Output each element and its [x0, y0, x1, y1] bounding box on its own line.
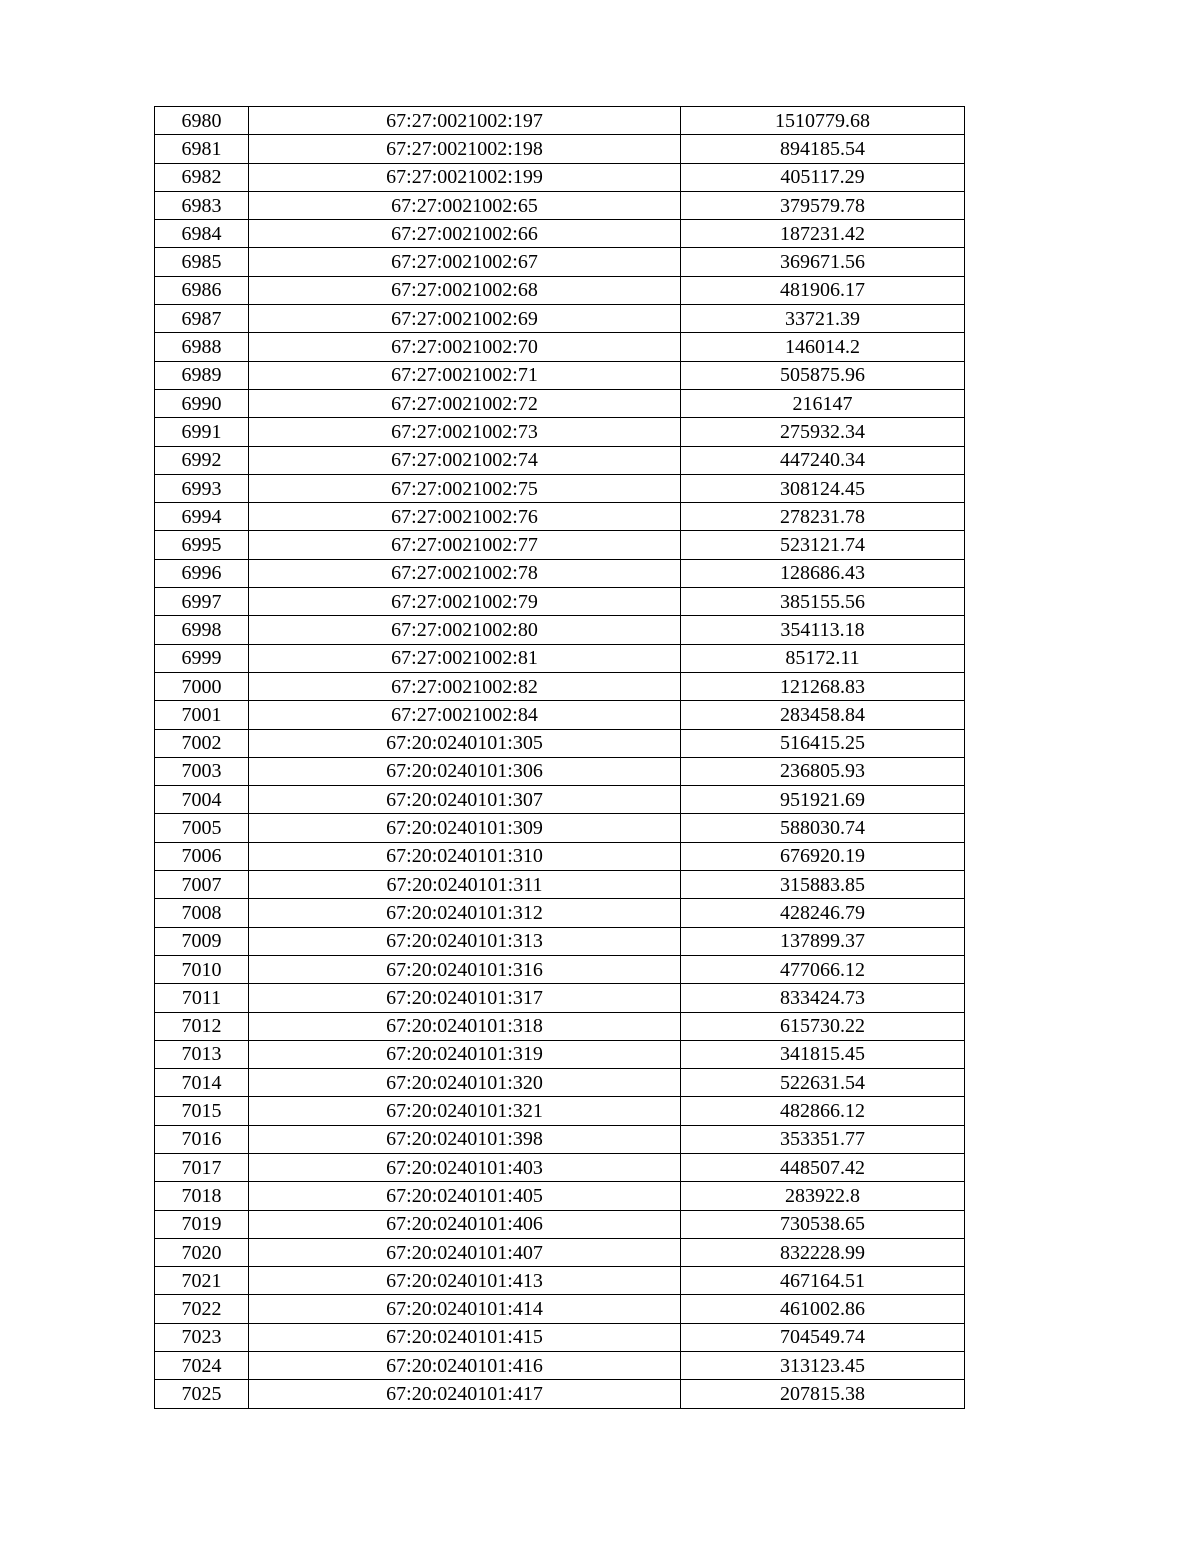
cadastral-number-cell: 67:20:0240101:317: [249, 984, 681, 1012]
cadastral-number-cell: 67:27:0021002:77: [249, 531, 681, 559]
value-cell: 730538.65: [681, 1210, 965, 1238]
cadastral-value-table: [154, 106, 965, 1409]
table-row: [155, 220, 965, 248]
table-row: [155, 1125, 965, 1153]
table-row: [155, 786, 965, 814]
table-row: [155, 1295, 965, 1323]
cadastral-number-cell: 67:20:0240101:305: [249, 729, 681, 757]
row-number-cell: 6999: [155, 644, 249, 672]
value-cell: 467164.51: [681, 1267, 965, 1295]
cadastral-number-cell: 67:27:0021002:66: [249, 220, 681, 248]
value-cell: 523121.74: [681, 531, 965, 559]
row-number-cell: 6993: [155, 474, 249, 502]
row-number-cell: 7014: [155, 1069, 249, 1097]
table-row: [155, 1323, 965, 1351]
table-row: [155, 107, 965, 135]
row-number-cell: 7009: [155, 927, 249, 955]
cadastral-number-cell: 67:27:0021002:75: [249, 474, 681, 502]
cadastral-number-cell: 67:27:0021002:80: [249, 616, 681, 644]
value-cell: 615730.22: [681, 1012, 965, 1040]
row-number-cell: 7007: [155, 871, 249, 899]
value-cell: 385155.56: [681, 588, 965, 616]
value-cell: 278231.78: [681, 503, 965, 531]
row-number-cell: 7017: [155, 1153, 249, 1181]
table-row: [155, 955, 965, 983]
value-cell: 481906.17: [681, 276, 965, 304]
table-row: [155, 1380, 965, 1408]
cadastral-number-cell: 67:20:0240101:413: [249, 1267, 681, 1295]
table-row: [155, 1012, 965, 1040]
row-number-cell: 7024: [155, 1352, 249, 1380]
table-row: [155, 1040, 965, 1068]
table-row: [155, 899, 965, 927]
table-row: [155, 1182, 965, 1210]
cadastral-number-cell: 67:20:0240101:414: [249, 1295, 681, 1323]
value-cell: 308124.45: [681, 474, 965, 502]
table-row: [155, 927, 965, 955]
cadastral-number-cell: 67:20:0240101:417: [249, 1380, 681, 1408]
row-number-cell: 6982: [155, 163, 249, 191]
table-row: [155, 871, 965, 899]
value-cell: 676920.19: [681, 842, 965, 870]
cadastral-number-cell: 67:20:0240101:313: [249, 927, 681, 955]
table-row: [155, 616, 965, 644]
row-number-cell: 6985: [155, 248, 249, 276]
table-row: [155, 446, 965, 474]
row-number-cell: 7010: [155, 955, 249, 983]
cadastral-number-cell: 67:27:0021002:71: [249, 361, 681, 389]
row-number-cell: 6991: [155, 418, 249, 446]
row-number-cell: 7002: [155, 729, 249, 757]
table-row: [155, 191, 965, 219]
cadastral-number-cell: 67:27:0021002:65: [249, 191, 681, 219]
value-cell: 894185.54: [681, 135, 965, 163]
value-cell: 588030.74: [681, 814, 965, 842]
value-cell: 33721.39: [681, 305, 965, 333]
table-body: [155, 107, 965, 1409]
table-row: [155, 1069, 965, 1097]
table-row: [155, 672, 965, 700]
cadastral-number-cell: 67:20:0240101:310: [249, 842, 681, 870]
cadastral-number-cell: 67:20:0240101:318: [249, 1012, 681, 1040]
row-number-cell: 6987: [155, 305, 249, 333]
table-row: [155, 474, 965, 502]
row-number-cell: 7004: [155, 786, 249, 814]
value-cell: 137899.37: [681, 927, 965, 955]
cadastral-number-cell: 67:27:0021002:84: [249, 701, 681, 729]
cadastral-number-cell: 67:20:0240101:306: [249, 757, 681, 785]
value-cell: 522631.54: [681, 1069, 965, 1097]
cadastral-number-cell: 67:27:0021002:199: [249, 163, 681, 191]
cadastral-number-cell: 67:20:0240101:403: [249, 1153, 681, 1181]
value-cell: 187231.42: [681, 220, 965, 248]
row-number-cell: 6981: [155, 135, 249, 163]
value-cell: 833424.73: [681, 984, 965, 1012]
value-cell: 283458.84: [681, 701, 965, 729]
table-row: [155, 135, 965, 163]
cadastral-number-cell: 67:27:0021002:73: [249, 418, 681, 446]
cadastral-number-cell: 67:27:0021002:78: [249, 559, 681, 587]
table-row: [155, 729, 965, 757]
cadastral-number-cell: 67:27:0021002:81: [249, 644, 681, 672]
table-row: [155, 1352, 965, 1380]
table-row: [155, 1210, 965, 1238]
value-cell: 516415.25: [681, 729, 965, 757]
value-cell: 354113.18: [681, 616, 965, 644]
table-row: [155, 588, 965, 616]
table-row: [155, 503, 965, 531]
value-cell: 379579.78: [681, 191, 965, 219]
row-number-cell: 6994: [155, 503, 249, 531]
value-cell: 405117.29: [681, 163, 965, 191]
table-row: [155, 418, 965, 446]
table-row: [155, 842, 965, 870]
value-cell: 704549.74: [681, 1323, 965, 1351]
cadastral-number-cell: 67:27:0021002:82: [249, 672, 681, 700]
cadastral-number-cell: 67:27:0021002:67: [249, 248, 681, 276]
value-cell: 461002.86: [681, 1295, 965, 1323]
cadastral-number-cell: 67:27:0021002:79: [249, 588, 681, 616]
row-number-cell: 6996: [155, 559, 249, 587]
value-cell: 428246.79: [681, 899, 965, 927]
table-row: [155, 276, 965, 304]
row-number-cell: 7008: [155, 899, 249, 927]
row-number-cell: 7013: [155, 1040, 249, 1068]
cadastral-number-cell: 67:20:0240101:321: [249, 1097, 681, 1125]
row-number-cell: 6984: [155, 220, 249, 248]
value-cell: 482866.12: [681, 1097, 965, 1125]
cadastral-number-cell: 67:27:0021002:76: [249, 503, 681, 531]
table-row: [155, 984, 965, 1012]
cadastral-number-cell: 67:27:0021002:74: [249, 446, 681, 474]
cadastral-number-cell: 67:27:0021002:197: [249, 107, 681, 135]
row-number-cell: 7019: [155, 1210, 249, 1238]
table-row: [155, 1153, 965, 1181]
value-cell: 315883.85: [681, 871, 965, 899]
table-row: [155, 757, 965, 785]
row-number-cell: 6990: [155, 389, 249, 417]
value-cell: 283922.8: [681, 1182, 965, 1210]
row-number-cell: 6988: [155, 333, 249, 361]
row-number-cell: 6998: [155, 616, 249, 644]
cadastral-number-cell: 67:27:0021002:70: [249, 333, 681, 361]
cadastral-number-cell: 67:20:0240101:416: [249, 1352, 681, 1380]
value-cell: 1510779.68: [681, 107, 965, 135]
cadastral-number-cell: 67:20:0240101:407: [249, 1238, 681, 1266]
table-row: [155, 333, 965, 361]
row-number-cell: 7001: [155, 701, 249, 729]
value-cell: 128686.43: [681, 559, 965, 587]
row-number-cell: 7022: [155, 1295, 249, 1323]
row-number-cell: 7023: [155, 1323, 249, 1351]
table-row: [155, 644, 965, 672]
cadastral-number-cell: 67:20:0240101:320: [249, 1069, 681, 1097]
value-cell: 341815.45: [681, 1040, 965, 1068]
row-number-cell: 7015: [155, 1097, 249, 1125]
table-row: [155, 1238, 965, 1266]
row-number-cell: 7005: [155, 814, 249, 842]
value-cell: 85172.11: [681, 644, 965, 672]
value-cell: 447240.34: [681, 446, 965, 474]
row-number-cell: 7021: [155, 1267, 249, 1295]
cadastral-number-cell: 67:27:0021002:69: [249, 305, 681, 333]
row-number-cell: 7003: [155, 757, 249, 785]
cadastral-number-cell: 67:27:0021002:198: [249, 135, 681, 163]
value-cell: 121268.83: [681, 672, 965, 700]
cadastral-number-cell: 67:20:0240101:311: [249, 871, 681, 899]
cadastral-number-cell: 67:20:0240101:319: [249, 1040, 681, 1068]
cadastral-number-cell: 67:20:0240101:309: [249, 814, 681, 842]
cadastral-number-cell: 67:27:0021002:72: [249, 389, 681, 417]
row-number-cell: 7011: [155, 984, 249, 1012]
value-cell: 951921.69: [681, 786, 965, 814]
cadastral-number-cell: 67:20:0240101:312: [249, 899, 681, 927]
table-row: [155, 361, 965, 389]
row-number-cell: 6992: [155, 446, 249, 474]
row-number-cell: 7016: [155, 1125, 249, 1153]
row-number-cell: 7000: [155, 672, 249, 700]
table-row: [155, 163, 965, 191]
cadastral-number-cell: 67:20:0240101:307: [249, 786, 681, 814]
value-cell: 505875.96: [681, 361, 965, 389]
row-number-cell: 7012: [155, 1012, 249, 1040]
table-row: [155, 531, 965, 559]
value-cell: 832228.99: [681, 1238, 965, 1266]
cadastral-number-cell: 67:20:0240101:398: [249, 1125, 681, 1153]
table-row: [155, 1097, 965, 1125]
value-cell: 448507.42: [681, 1153, 965, 1181]
cadastral-number-cell: 67:27:0021002:68: [249, 276, 681, 304]
table-row: [155, 559, 965, 587]
cadastral-number-cell: 67:20:0240101:316: [249, 955, 681, 983]
table-row: [155, 248, 965, 276]
cadastral-number-cell: 67:20:0240101:415: [249, 1323, 681, 1351]
value-cell: 236805.93: [681, 757, 965, 785]
cadastral-number-cell: 67:20:0240101:406: [249, 1210, 681, 1238]
table-row: [155, 389, 965, 417]
row-number-cell: 7006: [155, 842, 249, 870]
value-cell: 146014.2: [681, 333, 965, 361]
table-row: [155, 701, 965, 729]
table-row: [155, 814, 965, 842]
table-row: [155, 1267, 965, 1295]
value-cell: 275932.34: [681, 418, 965, 446]
row-number-cell: 6986: [155, 276, 249, 304]
value-cell: 477066.12: [681, 955, 965, 983]
row-number-cell: 7018: [155, 1182, 249, 1210]
row-number-cell: 6980: [155, 107, 249, 135]
value-cell: 369671.56: [681, 248, 965, 276]
cadastral-number-cell: 67:20:0240101:405: [249, 1182, 681, 1210]
value-cell: 207815.38: [681, 1380, 965, 1408]
value-cell: 313123.45: [681, 1352, 965, 1380]
table-row: [155, 305, 965, 333]
row-number-cell: 7025: [155, 1380, 249, 1408]
value-cell: 353351.77: [681, 1125, 965, 1153]
row-number-cell: 6983: [155, 191, 249, 219]
row-number-cell: 7020: [155, 1238, 249, 1266]
row-number-cell: 6995: [155, 531, 249, 559]
row-number-cell: 6989: [155, 361, 249, 389]
row-number-cell: 6997: [155, 588, 249, 616]
value-cell: 216147: [681, 389, 965, 417]
